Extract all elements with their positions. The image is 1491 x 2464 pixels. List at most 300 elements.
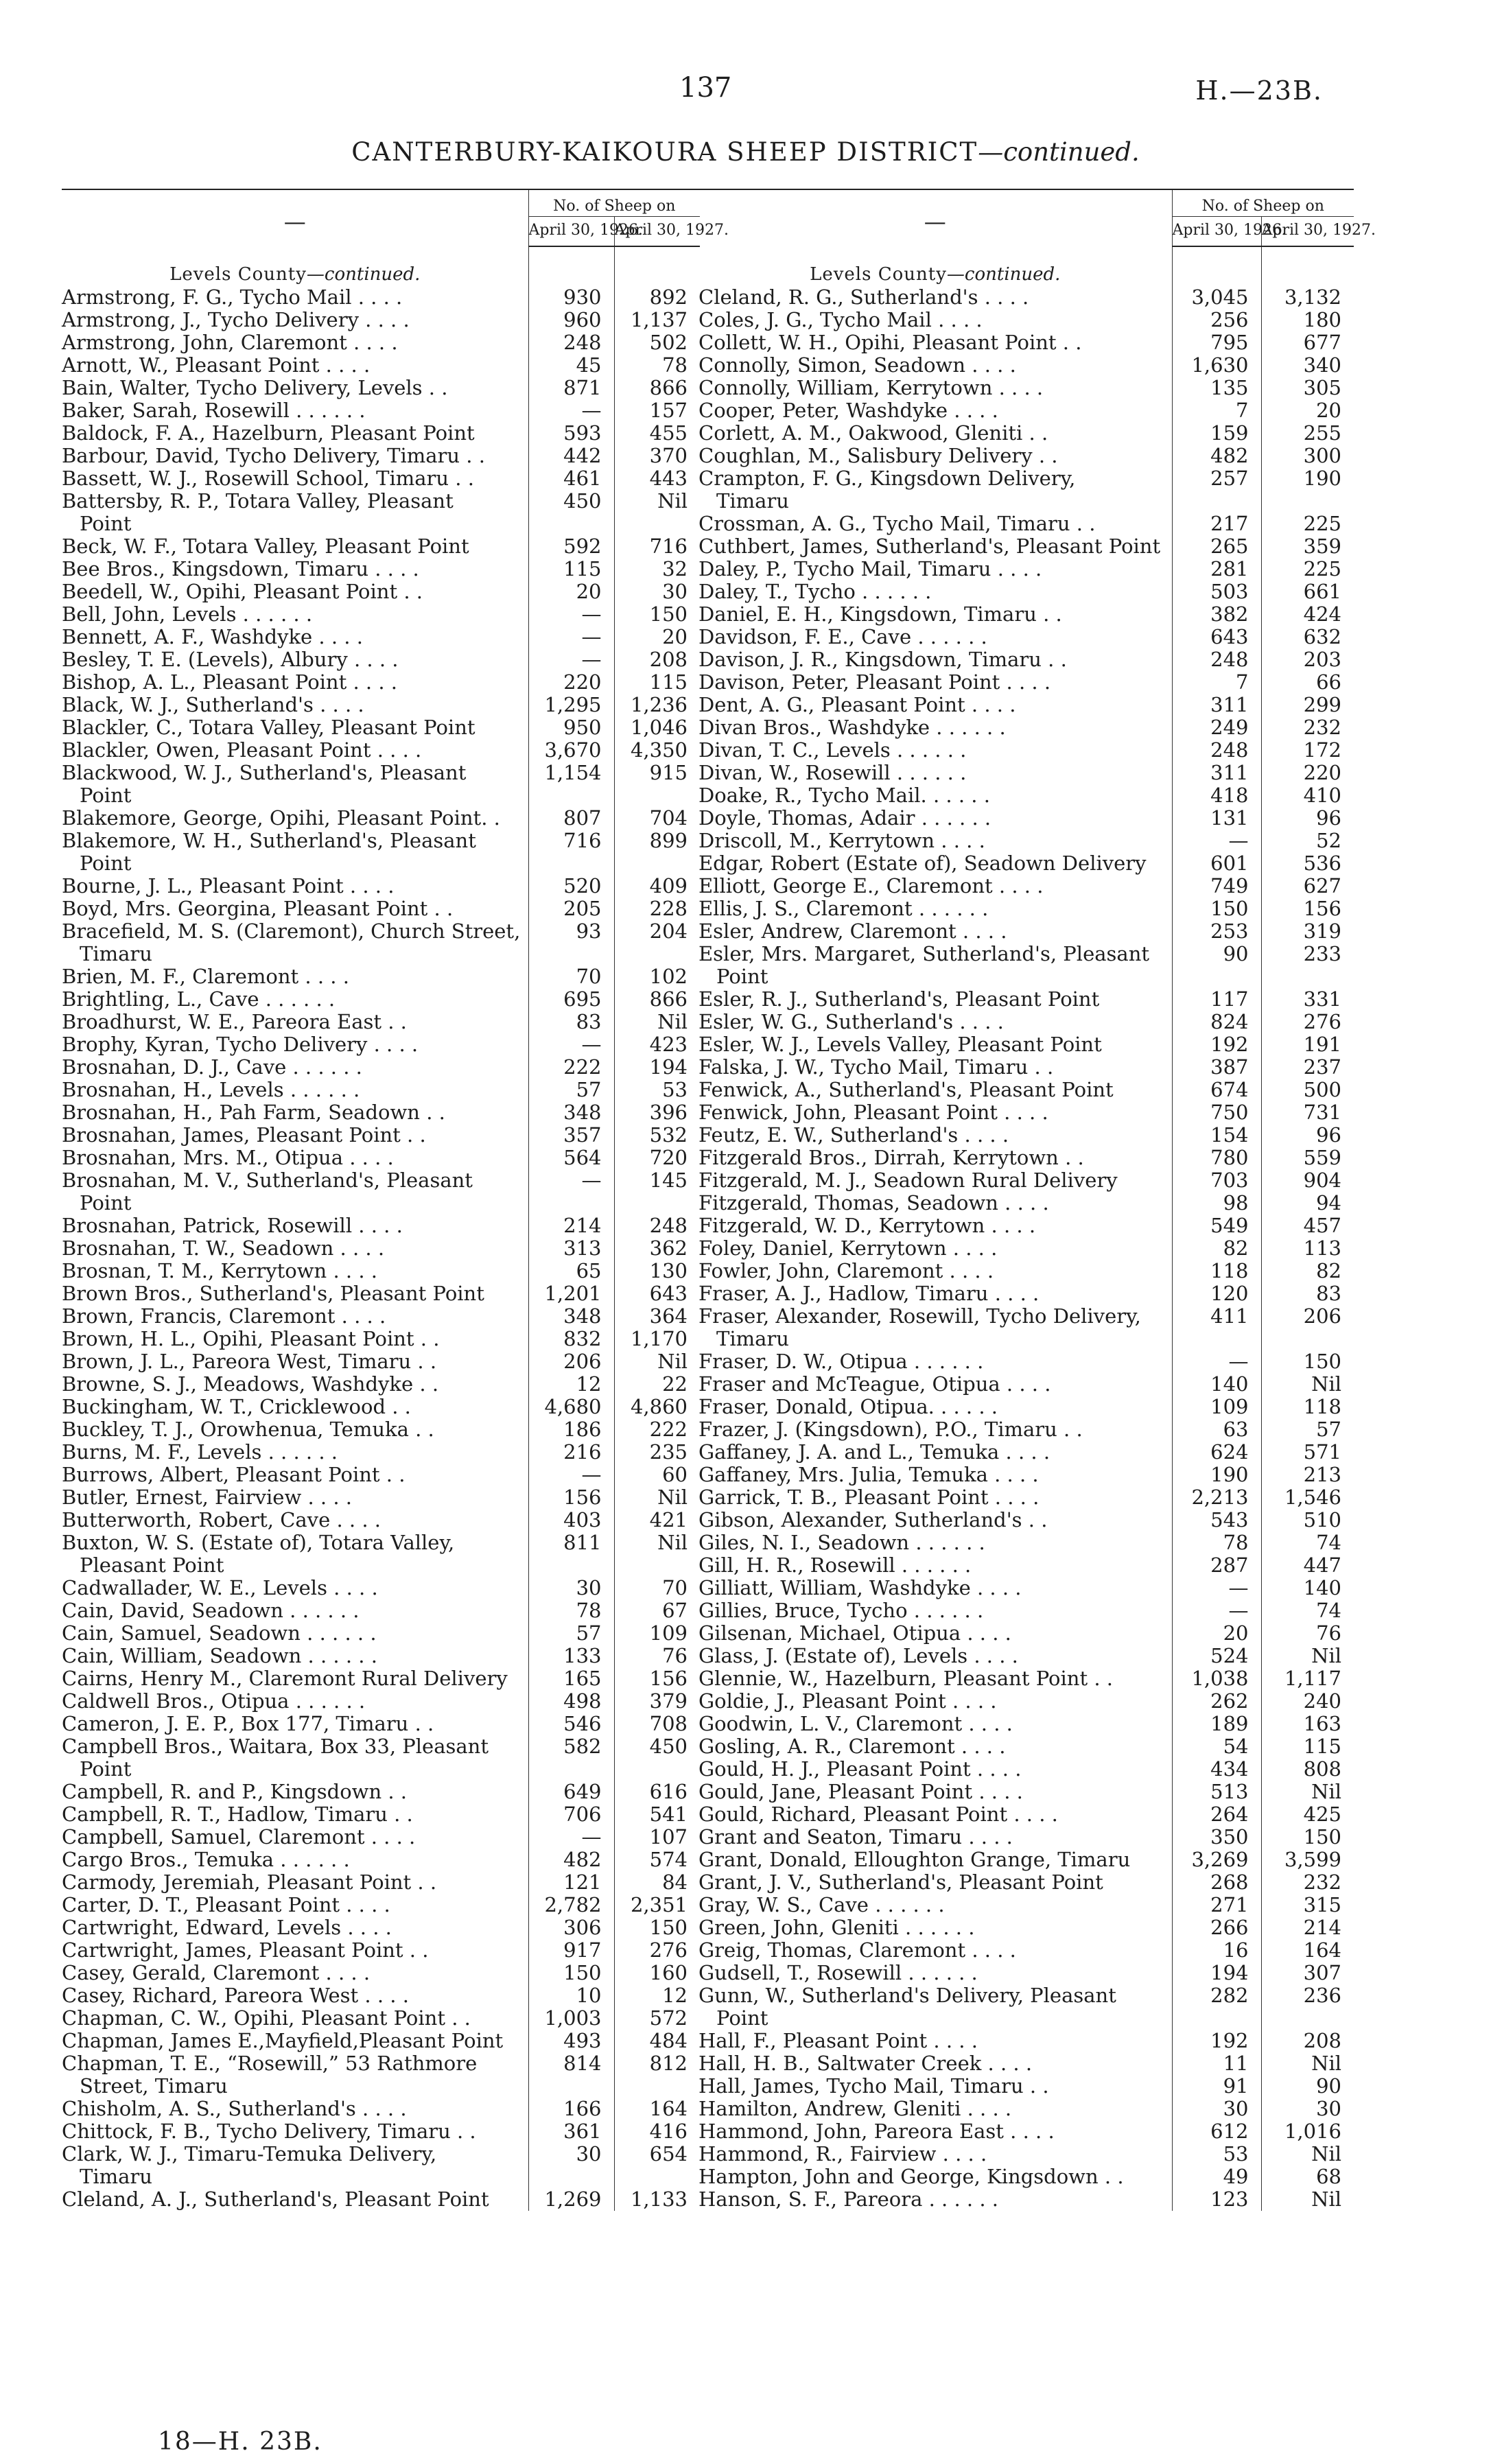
table-row (62, 1894, 700, 1916)
sheep-1926: 268 (1172, 1871, 1261, 1894)
owner-name: Cleland, A. J., Sutherland's, Pleasant Point (62, 2187, 489, 2211)
owner-name: Brown Bros., Sutherland's, Pleasant Point (62, 1282, 484, 1305)
header-1927: April 30, 1927. (614, 217, 700, 247)
owner-name: Brown, J. L., Pareora West, Timaru . . (62, 1350, 437, 1373)
table-row (698, 2120, 1354, 2143)
sheep-1926: 1,201 (528, 1282, 614, 1305)
owner-name: Brosnahan, T. W., Seadown . . . . (62, 1236, 385, 1260)
sheep-1927: 416 (614, 2120, 700, 2143)
sheep-1927 (614, 943, 700, 965)
table-row (62, 875, 700, 897)
sheep-1927: 571 (1261, 1441, 1354, 1464)
table-row (62, 1192, 700, 1215)
sheep-1926: 91 (1172, 2075, 1261, 2098)
sheep-1926 (528, 1554, 614, 1577)
sheep-1926: 750 (1172, 1101, 1261, 1124)
sheep-1926: 10 (528, 1984, 614, 2007)
sheep-1927: 140 (1261, 1577, 1354, 1599)
table-row (698, 1033, 1354, 1056)
page-footer: 18—H. 23B. (158, 2428, 322, 2456)
sheep-1926 (1172, 2007, 1261, 2030)
owner-name: Grant, Donald, Elloughton Grange, Timaru (698, 1848, 1131, 1871)
sheep-1926: 65 (528, 1260, 614, 1282)
table-row (62, 1215, 700, 1237)
sheep-1927: 30 (1261, 2098, 1354, 2120)
sheep-1927: 74 (1261, 1599, 1354, 1622)
owner-name: Point (80, 1191, 132, 1215)
table-row (698, 1667, 1354, 1690)
sheep-1927 (614, 1554, 700, 1577)
sheep-1927: 60 (614, 1464, 700, 1486)
sheep-1927 (614, 2075, 700, 2098)
sheep-1926: 2,782 (528, 1894, 614, 1916)
table-row (62, 513, 700, 535)
table-row (698, 1305, 1354, 1328)
owner-name: Buckley, T. J., Orowhenua, Temuka . . (62, 1418, 434, 1441)
table-row (62, 377, 700, 399)
owner-name: Brosnahan, H., Levels . . . . . . (62, 1078, 360, 1101)
owner-name: Baker, Sarah, Rosewill . . . . . . (62, 399, 366, 422)
owner-name: Davidson, F. E., Cave . . . . . . (698, 625, 987, 648)
sheep-1926: 493 (528, 2030, 614, 2052)
table-row (698, 1192, 1354, 1215)
sheep-1926: 749 (1172, 875, 1261, 897)
sheep-1927: 157 (614, 399, 700, 422)
sheep-1926: 78 (1172, 1532, 1261, 1554)
sheep-1926: 287 (1172, 1554, 1261, 1577)
sheep-1926: 264 (1172, 1803, 1261, 1826)
table-row (698, 1373, 1354, 1396)
sheep-1927: 232 (1261, 1871, 1354, 1894)
sheep-1927: 164 (1261, 1939, 1354, 1962)
table-row (698, 830, 1354, 852)
sheep-1926: 832 (528, 1328, 614, 1350)
table-row (62, 1532, 700, 1554)
sheep-1926: 4,680 (528, 1396, 614, 1418)
sheep-1926: 950 (528, 716, 614, 739)
owner-name: Glennie, W., Hazelburn, Pleasant Point . . (698, 1667, 1113, 1690)
sheep-1927: 20 (614, 626, 700, 648)
table-row (698, 897, 1354, 920)
sheep-1926: 311 (1172, 762, 1261, 784)
table-row (698, 1532, 1354, 1554)
table-row (62, 1554, 700, 1577)
sheep-1926: 83 (528, 1011, 614, 1033)
table-row (62, 1599, 700, 1622)
sheep-1926: 1,630 (1172, 354, 1261, 377)
sheep-1926: 253 (1172, 920, 1261, 943)
table-row (62, 1079, 700, 1101)
sheep-1927: 1,046 (614, 716, 700, 739)
table-row (698, 1396, 1354, 1418)
sheep-1926: 262 (1172, 1690, 1261, 1713)
owner-name: Cargo Bros., Temuka . . . . . . (62, 1848, 350, 1871)
sheep-1927: 359 (1261, 535, 1354, 558)
owner-name: Burrows, Albert, Pleasant Point . . (62, 1463, 406, 1486)
sheep-1927: 1,546 (1261, 1486, 1354, 1509)
table-row (62, 580, 700, 603)
sheep-1927 (1261, 965, 1354, 988)
table-row (698, 626, 1354, 648)
header-1926: April 30, 1926. (1172, 217, 1261, 247)
sheep-1926: 716 (528, 830, 614, 852)
table-row (698, 2030, 1354, 2052)
table-row (62, 2143, 700, 2166)
sheep-1927: 2,351 (614, 1894, 700, 1916)
table-row (62, 2030, 700, 2052)
sheep-1927: 661 (1261, 580, 1354, 603)
owner-name: Timaru (80, 2165, 152, 2188)
table-row (62, 1916, 700, 1939)
owner-name: Divan, W., Rosewill . . . . . . (698, 761, 967, 784)
sheep-1926: 53 (1172, 2143, 1261, 2166)
sheep-1927: 67 (614, 1599, 700, 1622)
table-row (62, 1849, 700, 1871)
sheep-1927: 194 (614, 1056, 700, 1079)
sheep-1927: 76 (614, 1645, 700, 1667)
table-row (62, 286, 700, 309)
sheep-1926: 216 (528, 1441, 614, 1464)
sheep-1926: 20 (528, 580, 614, 603)
sheep-1927: 83 (1261, 1282, 1354, 1305)
owner-name: Doyle, Thomas, Adair . . . . . . (698, 806, 991, 830)
sheep-1927: 379 (614, 1690, 700, 1713)
sheep-1926: 513 (1172, 1781, 1261, 1803)
sheep-1926: 189 (1172, 1713, 1261, 1735)
sheep-1926: — (528, 1826, 614, 1849)
table-row (62, 1690, 700, 1713)
owner-name: Carmody, Jeremiah, Pleasant Point . . (62, 1870, 437, 1894)
sheep-1926: 348 (528, 1305, 614, 1328)
table-row (698, 2052, 1354, 2075)
owner-name: Elliott, George E., Claremont . . . . (698, 874, 1044, 897)
owner-name: Brosnahan, James, Pleasant Point . . (62, 1123, 426, 1147)
table-row (62, 1577, 700, 1599)
owner-name: Hall, F., Pleasant Point . . . . (698, 2029, 978, 2052)
table-row (698, 1147, 1354, 1169)
sheep-1926: 482 (1172, 445, 1261, 467)
sheep-1926: 403 (528, 1509, 614, 1532)
sheep-1927: 708 (614, 1713, 700, 1735)
table-row (698, 852, 1354, 875)
table-row (698, 1350, 1354, 1373)
table-row (62, 1011, 700, 1033)
sheep-1927: Nil (614, 490, 700, 513)
sheep-1927: 532 (614, 1124, 700, 1147)
sheep-1927: 145 (614, 1169, 700, 1192)
sheep-1927: 113 (1261, 1237, 1354, 1260)
owner-name: Fitzgerald Bros., Dirrah, Kerrytown . . (698, 1146, 1084, 1169)
sheep-1926: 411 (1172, 1305, 1261, 1328)
table-row (62, 1305, 700, 1328)
sheep-1926: 306 (528, 1916, 614, 1939)
owner-name: Bell, John, Levels . . . . . . (62, 602, 313, 626)
sheep-1926: 266 (1172, 1916, 1261, 1939)
sheep-1927: 164 (614, 2098, 700, 2120)
table-row (698, 2007, 1354, 2030)
header-group: No. of Sheep on (528, 189, 700, 217)
owner-name: Bishop, A. L., Pleasant Point . . . . (62, 670, 398, 694)
sheep-1926: 520 (528, 875, 614, 897)
sheep-1927: 899 (614, 830, 700, 852)
table-row (62, 1622, 700, 1645)
sheep-1927: 20 (1261, 399, 1354, 422)
owner-name: Dent, A. G., Pleasant Point . . . . (698, 693, 1016, 716)
sheep-1926: 20 (1172, 1622, 1261, 1645)
sheep-1926: 54 (1172, 1735, 1261, 1758)
owner-name: Timaru (80, 942, 152, 965)
sheep-1926: 118 (1172, 1260, 1261, 1282)
owner-name: Grant and Seaton, Timaru . . . . (698, 1825, 1013, 1849)
sheep-1927: 102 (614, 965, 700, 988)
owner-name: Point (716, 965, 768, 988)
table-row (698, 784, 1354, 807)
table-row (62, 1101, 700, 1124)
table-row (698, 1464, 1354, 1486)
sheep-1926: 248 (1172, 648, 1261, 671)
table-row (62, 2052, 700, 2075)
owner-name: Connolly, Simon, Seadown . . . . (698, 353, 1016, 377)
sheep-1926: 214 (528, 1215, 614, 1237)
owner-name: Fraser, Donald, Otipua. . . . . . (698, 1395, 998, 1418)
sheep-1927: 1,137 (614, 309, 700, 331)
sheep-1926: 30 (528, 1577, 614, 1599)
owner-name: Point (80, 784, 132, 807)
sheep-1927: 248 (614, 1215, 700, 1237)
table-row (698, 1984, 1354, 2007)
sheep-1926: 387 (1172, 1056, 1261, 1079)
sheep-1927: 255 (1261, 422, 1354, 445)
table-row (62, 2188, 700, 2211)
table-row (62, 1260, 700, 1282)
sheep-1927: 421 (614, 1509, 700, 1532)
sheep-1927: 225 (1261, 513, 1354, 535)
sheep-1926 (528, 513, 614, 535)
sheep-1927: 627 (1261, 875, 1354, 897)
sheep-1926: 350 (1172, 1826, 1261, 1849)
sheep-1927: 78 (614, 354, 700, 377)
sheep-1926: 192 (1172, 2030, 1261, 2052)
table-row (62, 331, 700, 354)
sheep-1927: 68 (1261, 2166, 1354, 2188)
table-row (62, 1645, 700, 1667)
table-row (62, 1396, 700, 1418)
owner-name: Barbour, David, Tycho Delivery, Timaru . . (62, 444, 485, 467)
table-row (698, 1939, 1354, 1962)
table-row (62, 422, 700, 445)
table-row (62, 920, 700, 943)
table-row (62, 2166, 700, 2188)
sheep-1926 (1172, 1328, 1261, 1350)
sheep-1927: 180 (1261, 309, 1354, 331)
sheep-1927: 1,236 (614, 694, 700, 716)
sheep-1927: 500 (1261, 1079, 1354, 1101)
owner-name: Hall, James, Tycho Mail, Timaru . . (698, 2074, 1049, 2098)
sheep-1927: 643 (614, 1282, 700, 1305)
sheep-1927: 484 (614, 2030, 700, 2052)
owner-name: Grant, J. V., Sutherland's, Pleasant Point (698, 1870, 1103, 1894)
sheep-1927: Nil (1261, 2143, 1354, 2166)
sheep-1926: 695 (528, 988, 614, 1011)
owner-name: Esler, Andrew, Claremont . . . . (698, 919, 1007, 943)
table-row (698, 467, 1354, 490)
owner-name: Crampton, F. G., Kingsdown Delivery, (698, 467, 1076, 490)
owner-name: Cairns, Henry M., Claremont Rural Delivery (62, 1667, 508, 1690)
owner-name: Bracefield, M. S. (Claremont), Church Street, (62, 919, 521, 943)
table-row (698, 1803, 1354, 1826)
table-row (698, 920, 1354, 943)
sheep-1927: 510 (1261, 1509, 1354, 1532)
table-row (698, 2075, 1354, 2098)
owner-name: Chisholm, A. S., Sutherland's . . . . (62, 2097, 407, 2120)
table-row (62, 2098, 700, 2120)
table-row (62, 626, 700, 648)
sheep-1926: 156 (528, 1486, 614, 1509)
sheep-1926: — (528, 399, 614, 422)
owner-name: Connolly, William, Kerrytown . . . . (698, 376, 1044, 399)
owner-name: Fraser, D. W., Otipua . . . . . . (698, 1350, 984, 1373)
sheep-1927: 423 (614, 1033, 700, 1056)
table-row (698, 648, 1354, 671)
sheep-1926: — (1172, 1599, 1261, 1622)
sheep-1926: 382 (1172, 603, 1261, 626)
owner-name: Greig, Thomas, Claremont . . . . (698, 1938, 1016, 1962)
sheep-1926: 192 (1172, 1033, 1261, 1056)
sheep-1926: 7 (1172, 399, 1261, 422)
sheep-1927 (614, 784, 700, 807)
sheep-1926: 93 (528, 920, 614, 943)
sheep-1927: 74 (1261, 1532, 1354, 1554)
table-row (62, 1033, 700, 1056)
sheep-1927: 66 (1261, 671, 1354, 694)
owner-name: Blackwood, W. J., Sutherland's, Pleasant (62, 761, 467, 784)
page-number: 137 (679, 72, 732, 104)
owner-name: Frazer, J. (Kingsdown), P.O., Timaru . . (698, 1418, 1083, 1441)
table-row (698, 2166, 1354, 2188)
owner-name: Fraser and McTeague, Otipua . . . . (698, 1372, 1051, 1396)
sheep-1927: 150 (614, 603, 700, 626)
owner-name: Davison, J. R., Kingsdown, Timaru . . (698, 648, 1067, 671)
owner-name: Cleland, R. G., Sutherland's . . . . (698, 285, 1029, 309)
table-row (698, 875, 1354, 897)
table-row (62, 1803, 700, 1826)
owner-name: Pleasant Point (80, 1553, 224, 1577)
owner-name: Arnott, W., Pleasant Point . . . . (62, 353, 371, 377)
sheep-1926: 498 (528, 1690, 614, 1713)
owner-name: Brosnan, T. M., Kerrytown . . . . (62, 1259, 377, 1282)
sheep-1927: 808 (1261, 1758, 1354, 1781)
sheep-1926: 7 (1172, 671, 1261, 694)
sheep-1926: 57 (528, 1622, 614, 1645)
table-row (62, 354, 700, 377)
owner-name: Driscoll, M., Kerrytown . . . . (698, 829, 985, 852)
owner-name: Timaru (716, 489, 789, 513)
owner-name: Fraser, A. J., Hadlow, Timaru . . . . (698, 1282, 1040, 1305)
owner-name: Cartwright, Edward, Levels . . . . (62, 1916, 392, 1939)
sheep-1927: 232 (1261, 716, 1354, 739)
owner-name: Blackler, C., Totara Valley, Pleasant Point (62, 716, 476, 739)
table-row (62, 762, 700, 784)
sheep-table-left (62, 189, 729, 2211)
sheep-1926: 649 (528, 1781, 614, 1803)
sheep-1927: 118 (1261, 1396, 1354, 1418)
sheep-1927: 574 (614, 1849, 700, 1871)
table-row (62, 1282, 700, 1305)
owner-name: Hammond, R., Fairview . . . . (698, 2142, 987, 2166)
sheep-1927: 150 (1261, 1350, 1354, 1373)
table-row (62, 1464, 700, 1486)
owner-name: Fraser, Alexander, Rosewill, Tycho Delivery, (698, 1304, 1141, 1328)
sheep-1926: 503 (1172, 580, 1261, 603)
sheep-1926: 90 (1172, 943, 1261, 965)
owner-name: Blackler, Owen, Pleasant Point . . . . (62, 738, 422, 762)
table-row (62, 716, 700, 739)
owner-name: Hall, H. B., Saltwater Creek . . . . (698, 2052, 1033, 2075)
table-row (698, 1622, 1354, 1645)
sheep-1926 (528, 784, 614, 807)
sheep-1927: 632 (1261, 626, 1354, 648)
header-group: No. of Sheep on (1172, 189, 1354, 217)
sheep-1926: — (528, 1033, 614, 1056)
owner-name: Gunn, W., Sutherland's Delivery, Pleasant (698, 1984, 1116, 2007)
sheep-1927: 559 (1261, 1147, 1354, 1169)
sheep-1927: Nil (614, 1486, 700, 1509)
table-row (698, 1645, 1354, 1667)
table-row (698, 603, 1354, 626)
table-row (62, 671, 700, 694)
table-row (62, 535, 700, 558)
owner-name: Corlett, A. M., Oakwood, Gleniti . . (698, 421, 1048, 445)
sheep-1926: 311 (1172, 694, 1261, 716)
sheep-1927: 191 (1261, 1033, 1354, 1056)
sheep-1927: 22 (614, 1373, 700, 1396)
sheep-1926: 271 (1172, 1894, 1261, 1916)
sheep-1926: 63 (1172, 1418, 1261, 1441)
sheep-1927: 115 (614, 671, 700, 694)
sheep-1927: 276 (1261, 1011, 1354, 1033)
sheep-1926: 482 (528, 1849, 614, 1871)
sheep-1926 (528, 2075, 614, 2098)
sheep-1926 (528, 943, 614, 965)
sheep-1927: Nil (1261, 1373, 1354, 1396)
owner-name: Glass, J. (Estate of), Levels . . . . (698, 1644, 1018, 1667)
owner-name: Esler, Mrs. Margaret, Sutherland's, Pleasant (698, 942, 1150, 965)
sheep-1927: 812 (614, 2052, 700, 2075)
sheep-1926: — (528, 1169, 614, 1192)
owner-name: Cooper, Peter, Washdyke . . . . (698, 399, 998, 422)
owner-name: Fitzgerald, M. J., Seadown Rural Delivery (698, 1169, 1118, 1192)
table-row (698, 2188, 1354, 2211)
table-row (62, 1441, 700, 1464)
sheep-1926: 960 (528, 309, 614, 331)
sheep-1927: 654 (614, 2143, 700, 2166)
owner-name: Baldock, F. A., Hazelburn, Pleasant Point (62, 421, 475, 445)
sheep-1927: 204 (614, 920, 700, 943)
owner-name: Caldwell Bros., Otipua . . . . . . (62, 1689, 366, 1713)
owner-name: Cameron, J. E. P., Box 177, Timaru . . (62, 1712, 434, 1735)
sheep-1926: 361 (528, 2120, 614, 2143)
sheep-1927: 409 (614, 875, 700, 897)
page-reference: H.—23B. (1195, 75, 1323, 106)
owner-name: Broadhurst, W. E., Pareora East . . (62, 1010, 407, 1033)
sheep-1926: 117 (1172, 988, 1261, 1011)
sheep-1926: 123 (1172, 2188, 1261, 2211)
owner-name: Beedell, W., Opihi, Pleasant Point . . (62, 580, 423, 603)
sheep-1927: 96 (1261, 1124, 1354, 1147)
owner-name: Hampton, John and George, Kingsdown . . (698, 2165, 1124, 2188)
owner-name: Esler, W. G., Sutherland's . . . . (698, 1010, 1004, 1033)
table-row (698, 1554, 1354, 1577)
